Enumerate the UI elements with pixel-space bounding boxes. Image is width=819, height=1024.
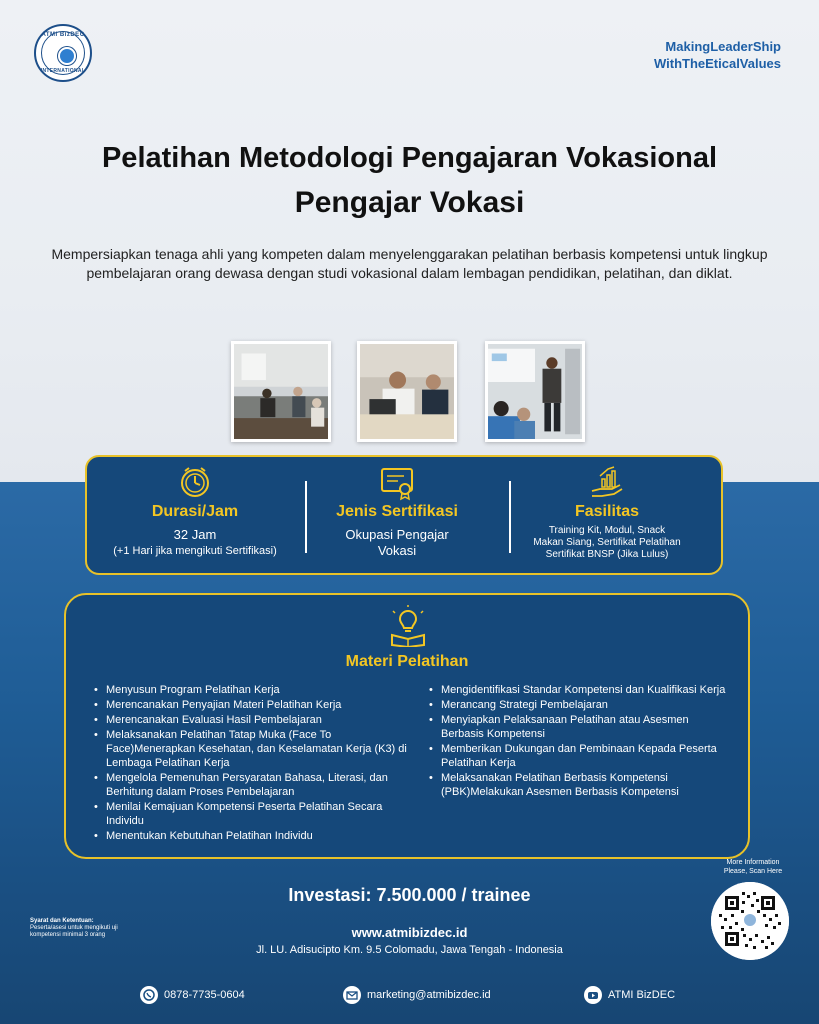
list-item: • Melaksanakan Pelatihan Tatap Muka (Face To Face)Menerapkan Kesehatan, dan Keselamatan Kerja (K3) di Lembaga Pelatihan Kerja (92, 728, 422, 770)
durasi-section (95, 457, 295, 577)
sertifikasi-body (307, 527, 487, 559)
contact-email-text: marketing@atmibizdec.id (367, 989, 491, 1001)
fasilitas-line1: Training Kit, Modul, Snack (548, 525, 666, 536)
tagline-line1: MakingLeaderShip (665, 39, 781, 54)
materi-title: Materi Pelatihan (345, 653, 469, 670)
logo-top-text: ATMI BizDEC (41, 32, 85, 38)
terms-line2: kompetensi minimal 3 orang (30, 932, 106, 938)
durasi-body (95, 527, 295, 559)
sertifikasi-line2: Vokasi (377, 543, 417, 558)
contact-phone[interactable] (140, 986, 245, 1004)
terms-line1: Peserta/asesi untuk mengikuti uji (30, 925, 118, 931)
training-photo-discussion (357, 341, 457, 442)
investasi-price: Investasi: 7.500.000 / trainee (288, 885, 531, 905)
page-subtitle: Pengajar Vokasi (294, 186, 525, 219)
intro-paragraph: Mempersiapkan tenaga ahli yang kompeten dalam menyelenggarakan pelatihan berbasis kompetensi untuk lingkup pembelajaran orang dewasa dengan studi vokasional dalam lembagan pendidikan, pelatihan, dan diklat. (51, 246, 768, 281)
logo-eye-icon (58, 47, 76, 65)
more-info-note (714, 858, 792, 876)
contact-phone-text: 0878-7735-0604 (164, 989, 245, 1001)
tagline (654, 38, 781, 72)
contact-youtube[interactable] (584, 986, 675, 1004)
materi-panel (64, 593, 750, 859)
durasi-hours: 32 Jam (173, 527, 217, 542)
contact-email[interactable] (343, 986, 491, 1004)
sertifikasi-line1: Okupasi Pengajar (345, 527, 449, 542)
list-item: • Menyiapkan Pelaksanaan Pelatihan atau Asesmen Berbasis Kompetensi (427, 713, 727, 741)
list-item: • Merencanakan Penyajian Materi Pelatihan Kerja (92, 698, 422, 712)
address: Jl. LU. Adisucipto Km. 9.5 Colomadu, Jawa Tengah - Indonesia (256, 944, 563, 956)
atmi-bizdec-logo[interactable] (34, 24, 92, 82)
page-title: Pelatihan Metodologi Pengajaran Vokasional (101, 142, 718, 174)
tagline-line2: WithTheEticalValues (653, 56, 781, 71)
website-link[interactable]: www.atmibizdec.id (351, 925, 468, 940)
list-item: • Mengidentifikasi Standar Kompetensi dan Kualifikasi Kerja (427, 683, 727, 697)
list-item: • Menentukan Kebutuhan Pelatihan Individu (92, 829, 422, 843)
terms-heading: Syarat dan Ketentuan: (30, 918, 94, 924)
info-panel (85, 455, 723, 575)
mail-icon (343, 986, 361, 1004)
sertifikasi-heading: Jenis Sertifikasi (336, 503, 458, 520)
logo-bottom-text: INTERNATIONAL (40, 68, 86, 74)
list-item: • Merencanakan Evaluasi Hasil Pembelajaran (92, 713, 422, 727)
growth-hand-icon (588, 463, 626, 501)
durasi-heading: Durasi/Jam (151, 503, 239, 520)
durasi-note: (+1 Hari jika mengikuti Sertifikasi) (113, 545, 277, 557)
list-item: • Menyusun Program Pelatihan Kerja (92, 683, 422, 697)
more-info-line1: More Information (726, 859, 780, 866)
fasilitas-line2: Makan Siang, Sertifikat Pelatihan (533, 537, 681, 548)
timer-icon (176, 463, 214, 501)
whatsapp-icon (140, 986, 158, 1004)
list-item: • Melaksanakan Pelatihan Berbasis Kompetensi (PBK)Melakukan Asesmen Berbasis Kompetensi (427, 771, 727, 799)
fasilitas-heading: Fasilitas (574, 503, 640, 520)
materi-list-right (427, 683, 727, 800)
training-photo-classroom (231, 341, 331, 442)
contact-youtube-text: ATMI BizDEC (608, 989, 676, 1001)
list-item: • Memberikan Dukungan dan Pembinaan Kepada Peserta Pelatihan Kerja (427, 742, 727, 770)
training-photo-presentation (485, 341, 585, 442)
list-item: • Menilai Kemajuan Kompetensi Peserta Pelatihan Secara Individu (92, 800, 422, 828)
fasilitas-line3: Sertifikat BNSP (Jika Lulus) (545, 549, 669, 560)
list-item: • Mengelola Pemenuhan Persyaratan Bahasa, Literasi, dan Berhitung dalam Proses Pembelajaran (92, 771, 422, 799)
list-item: • Merancang Strategi Pembelajaran (427, 698, 727, 712)
sertifikasi-section (307, 457, 487, 577)
lightbulb-book-icon (389, 605, 427, 647)
more-info-line2: Please, Scan Here (723, 868, 783, 875)
youtube-icon (584, 986, 602, 1004)
materi-list-left (92, 683, 422, 844)
fasilitas-section (497, 457, 717, 577)
certificate-icon (378, 463, 416, 501)
fasilitas-body (497, 525, 717, 561)
